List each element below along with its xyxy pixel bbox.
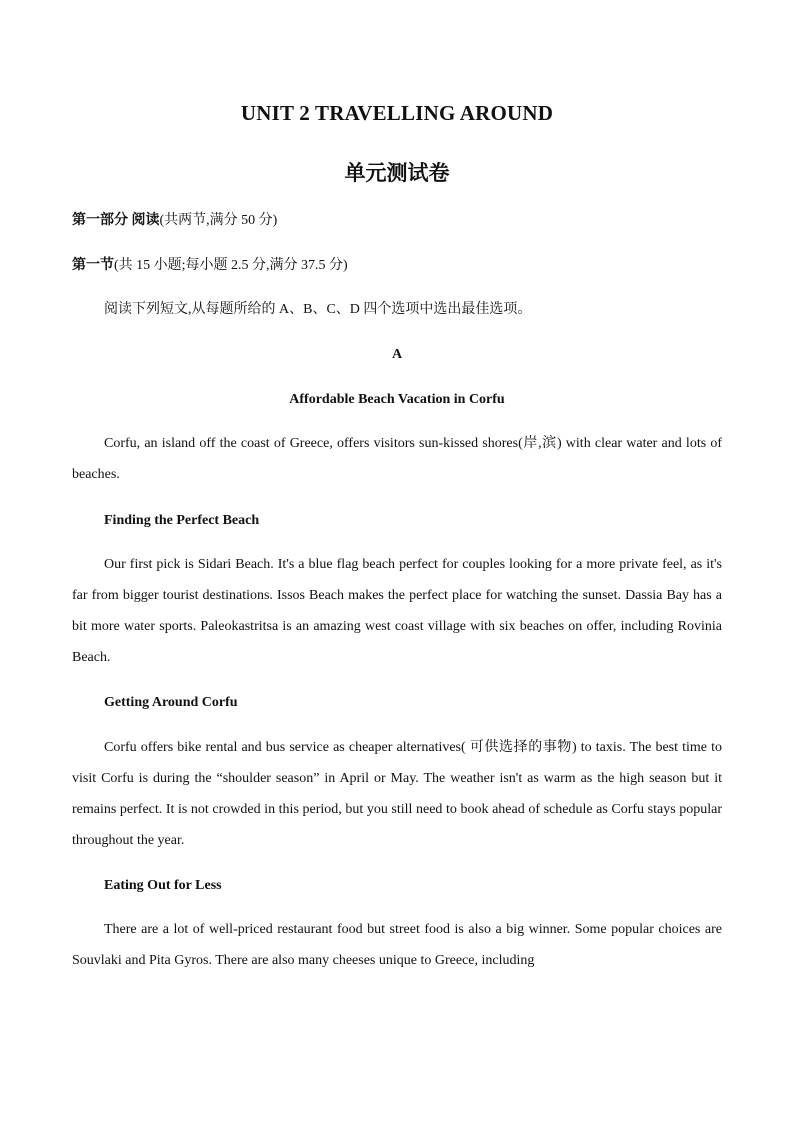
section-label: 第一节 bbox=[72, 258, 114, 273]
section-heading-eating: Eating Out for Less bbox=[104, 878, 222, 893]
section-heading-beach: Finding the Perfect Beach bbox=[104, 513, 260, 528]
section-heading-getting-around: Getting Around Corfu bbox=[104, 695, 238, 710]
passage-title: Affordable Beach Vacation in Corfu bbox=[289, 392, 505, 407]
getting-around-paragraph: Corfu offers bike rental and bus service as cheaper alternatives( 可供选择的事物) to taxis. The best time to visit Corfu is during the “shoulder season” in April or May. The weather isn't as warm as the high season but it remains perfect. It is not crowded in this period, but you still need to book ahead of schedule as Corfu stays popular throughout the year. bbox=[72, 740, 722, 848]
part-heading bbox=[72, 211, 722, 231]
part-detail: (共两节,满分 50 分) bbox=[159, 213, 278, 228]
section-detail: (共 15 小题;每小题 2.5 分,满分 37.5 分) bbox=[114, 258, 348, 273]
intro-paragraph: Corfu, an island off the coast of Greece, offers visitors sun-kissed shores(岸,滨) with clear water and lots of beaches. bbox=[72, 436, 722, 482]
eating-paragraph: There are a lot of well-priced restaurant food but street food is also a big winner. Some popular choices are Souvlaki and Pita Gyros. There are also many cheeses unique to Greece, including bbox=[72, 922, 722, 968]
document-title: UNIT 2 TRAVELLING AROUND bbox=[240, 101, 554, 125]
beach-paragraph: Our first pick is Sidari Beach. It's a blue flag beach perfect for couples looking for a more private feel, as it's far from bigger tourist destinations. Issos Beach makes the perfect place for watching the sunset. Dassia Bay has a bit more water sports. Paleokastritsa is an amazing west coast village with six beaches on offer, including Rovinia Beach. bbox=[72, 557, 722, 665]
section-heading bbox=[72, 256, 722, 276]
part-label: 第一部分 阅读 bbox=[72, 213, 160, 228]
passage-letter: A bbox=[391, 347, 403, 362]
document-subtitle: 单元测试卷 bbox=[344, 161, 450, 185]
instruction-text: 阅读下列短文,从每题所给的 A、B、C、D 四个选项中选出最佳选项。 bbox=[104, 302, 532, 317]
